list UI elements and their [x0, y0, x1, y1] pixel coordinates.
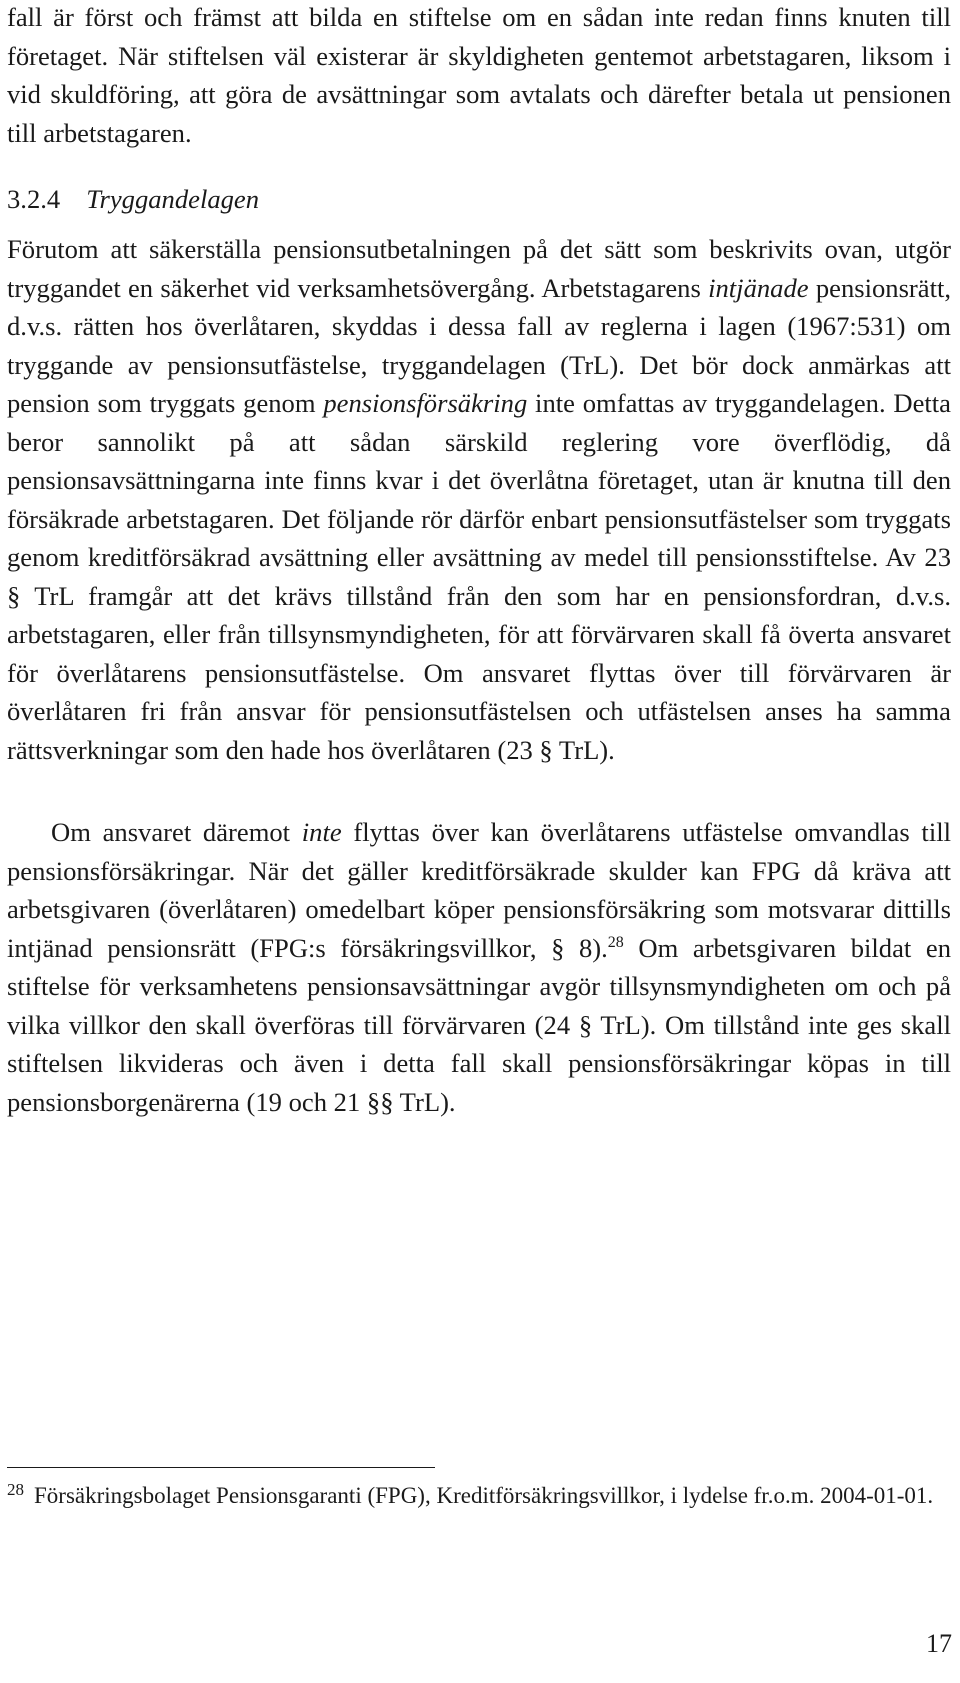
main-text-1: Förutom att säkerställa pensionsutbetalningen på det sätt som beskrivits ovan, utgör tryggandet en säkerhet vid verksamhetsövergång. Arbetstagarens [7, 234, 951, 303]
footnote-reference[interactable]: 28 [607, 933, 624, 951]
page-number: 17 [926, 1629, 952, 1658]
main-emphasis-2: pensionsförsäkring [323, 388, 528, 418]
second-text-1: Om ansvaret däremot [51, 817, 302, 847]
second-emphasis: inte [301, 817, 342, 847]
main-emphasis-1: intjänade [708, 272, 809, 303]
main-text-3: inte omfattas av tryggandelagen. Detta beror sannolikt på att sådan särskild reglering vore överflödig, då pensionsavsättningarna inte finns kvar i det överlåtna företaget, utan är knutna till den försäkrade arbetstagaren. Det följande rör därför enbart pensionsutfästelser som tryggats genom kreditförsäkrad avsättning eller avsättning av medel till pensionsstiftelse. Av 23 § TrL framgår att det krävs tillstånd från den som har en pensionsfordran, d.v.s. arbetstagaren, eller från tillsynsmyndigheten, för att förvärvaren skall få överta ansvaret för överlåtarens pensionsutfästelse. Om ansvaret flyttas över till förvärvaren är överlåtaren fri från ansvar för pensionsutfästelsen och utfästelsen anses ha samma rättsverkningar som den hade hos överlåtaren (23 § TrL). [7, 388, 951, 765]
intro-paragraph [7, 0, 951, 152]
intro-text: fall är först och främst att bilda en stiftelse om en sådan inte redan finns knuten till företaget. När stiftelsen väl existerar är skyldigheten gentemot arbetstagaren, liksom i vid skuldföring, att göra de avsättningar som avtalats och därefter betala ut pensionen till arbetstagaren. [7, 2, 951, 148]
footnote-separator [7, 1467, 435, 1468]
footnote-text: Försäkringsbolaget Pensionsgaranti (FPG), Kreditförsäkringsvillkor, i lydelse fr.o.m. 2004-01-01. [34, 1483, 934, 1508]
footnote-number: 28 [7, 1480, 24, 1499]
second-text-3: Om arbetsgivaren bildat en stiftelse för verksamhetens pensionsavsättningar avgör tillsynsmyndigheten om och på vilka villkor den skall överföras till förvärvaren (24 § TrL). Om tillstånd inte ges skall stiftelsen likvideras och även i detta fall skall pensionsförsäkringar köpas in till pensionsborgenärerna (19 och 21 §§ TrL). [7, 932, 951, 1117]
section-number: 3.2.4 [7, 184, 61, 214]
main-paragraph [7, 230, 951, 769]
footnote [7, 1480, 951, 1512]
section-heading [7, 180, 259, 219]
main-text-2: pensionsrätt, d.v.s. rätten hos överlåtaren, skyddas i dessa fall av reglerna i lagen (1967:531) om tryggande av pensionsutfästelse, tryggandelagen (TrL). Det bör dock anmärkas att pension som tryggats genom [7, 272, 952, 418]
second-text-2: flyttas över kan överlåtarens utfästelse omvandlas till pensionsförsäkringar. När det gäller kreditförsäkrade skulder kan FPG då kräva att arbetsgivaren (överlåtaren) omedelbart köper pensionsförsäkring som motsvarar dittills intjänad pensionsrätt (FPG:s försäkringsvillkor, § 8). [7, 817, 951, 963]
second-paragraph [7, 813, 951, 1121]
section-title: Tryggandelagen [86, 184, 260, 214]
